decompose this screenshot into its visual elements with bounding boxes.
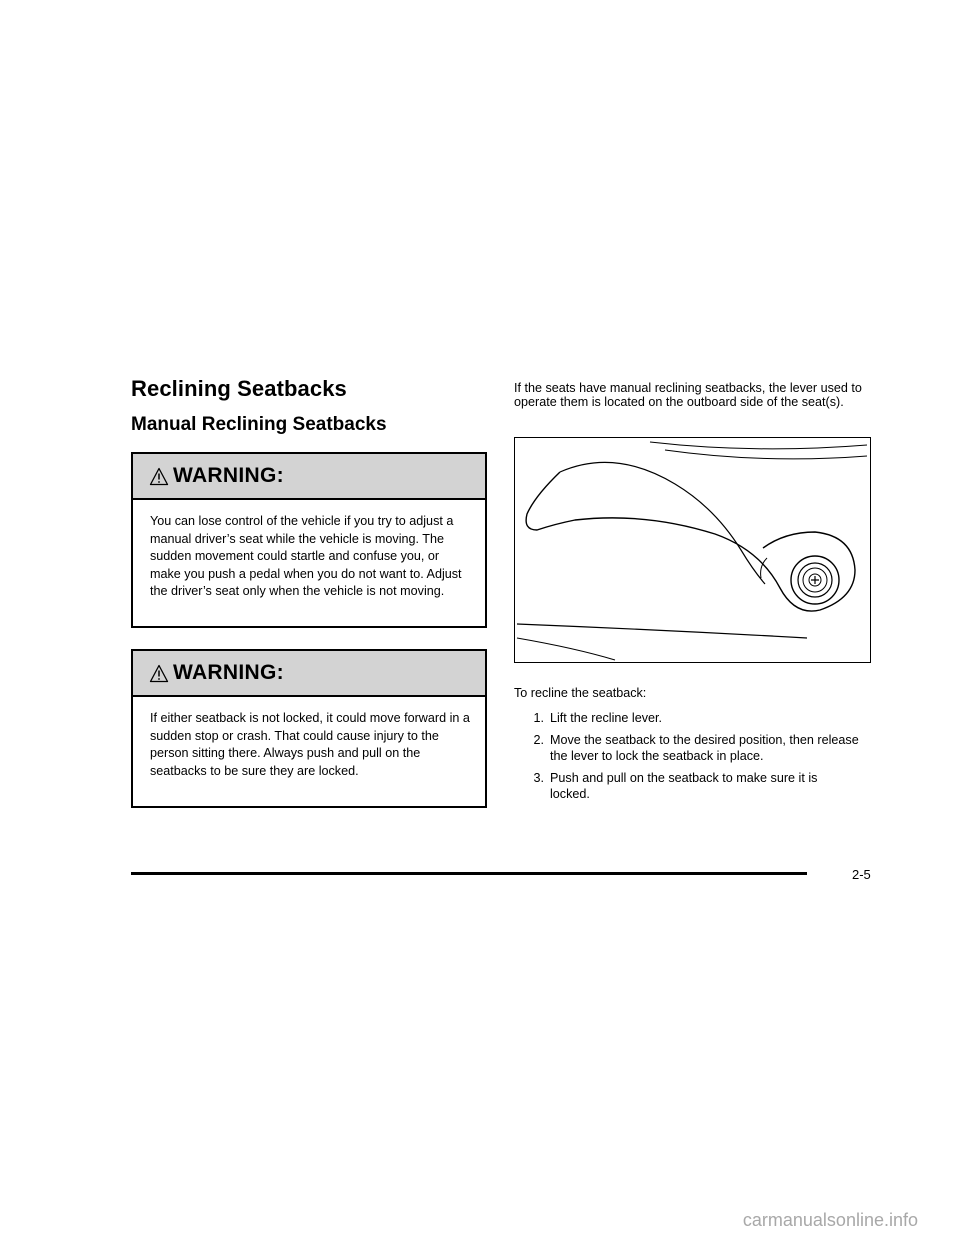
warning-triangle-icon: [149, 664, 169, 683]
steps-intro: To recline the seatback:: [514, 686, 647, 700]
step-number: 2.: [533, 733, 544, 747]
subsection-title: Manual Reclining Seatbacks: [131, 414, 387, 435]
section-title: Reclining Seatbacks: [131, 376, 347, 401]
step-number: 1.: [533, 711, 544, 725]
footer-rule: [131, 872, 807, 875]
step-item: [514, 710, 874, 726]
recline-lever-illustration-icon: [515, 438, 869, 661]
recline-lever-figure: [514, 437, 871, 663]
warning-title: WARNING:: [173, 464, 284, 487]
intro-paragraph: If the seats have manual reclining seatbacks, the lever used to operate them is located on the outboard side of the seat(s).: [514, 381, 862, 410]
warning-triangle-icon: [149, 467, 169, 486]
warning-header: [133, 454, 485, 500]
watermark: carmanualsonline.info: [742, 1210, 918, 1230]
warning-box-1: [131, 452, 487, 628]
warning-text: You can lose control of the vehicle if you try to adjust a manual driver’s seat while the vehicle is moving. The sudden movement could startle and confuse you, or make you push a pedal when you do not want to. Adjust the driver’s seat only when the vehicle is not moving.: [150, 514, 462, 599]
warning-text: If either seatback is not locked, it could move forward in a sudden stop or crash. That could cause injury to the person sitting there. Always push and pull on the seatbacks to be sure they are locked.: [150, 711, 470, 778]
warning-header: [133, 651, 485, 697]
step-text: Push and pull on the seatback to make sure it is locked.: [550, 771, 818, 801]
step-number: 3.: [533, 771, 544, 785]
step-text: Lift the recline lever.: [550, 711, 663, 725]
warning-box-2: [131, 649, 487, 808]
step-item: [514, 732, 874, 764]
recline-steps: [514, 686, 874, 802]
page-number: 2-5: [852, 867, 871, 882]
step-text: Move the seatback to the desired position, then release the lever to lock the seatback in place.: [550, 733, 859, 763]
warning-title: WARNING:: [173, 661, 284, 684]
step-item: [514, 770, 874, 802]
